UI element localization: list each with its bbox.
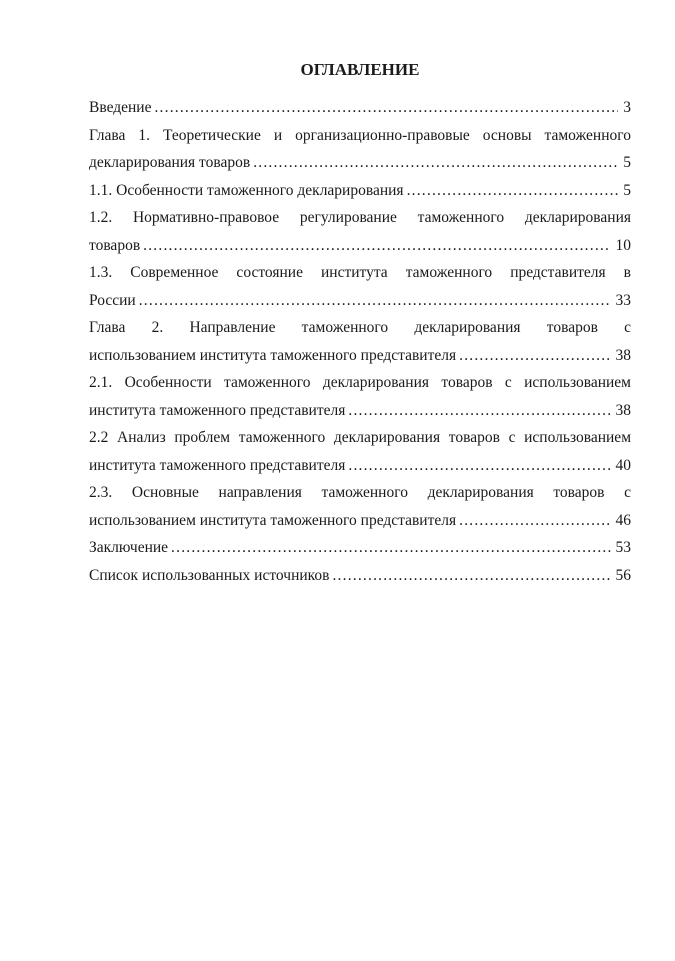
toc-entry-text: России [89, 291, 136, 309]
toc-entry[interactable] [89, 479, 631, 534]
toc-entry-line: Глава 1. Теоретические и организационно-правовые основы таможенного [89, 126, 631, 144]
toc-page-number: 3 [623, 99, 631, 116]
toc-entry[interactable] [89, 177, 631, 205]
toc-entry-text: 1.1. Особенности таможенного декларирования [89, 181, 404, 199]
toc-entry-lastline [89, 94, 631, 122]
dot-leader [407, 177, 619, 205]
toc-entry-text: института таможенного представителя [89, 456, 346, 474]
dot-leader [459, 507, 610, 535]
toc-entry-lastline [89, 149, 631, 177]
toc-entry-lastline [89, 507, 631, 535]
toc-entry-text: Заключение [89, 539, 169, 556]
dot-leader [171, 534, 610, 562]
toc-entry-text: Список использованных источников [89, 566, 330, 584]
toc-entry[interactable] [89, 122, 631, 177]
toc-entry-line: 2.3. Основные направления таможенного декларирования товаров с [89, 484, 631, 501]
toc-entry-lastline [89, 397, 631, 425]
toc-entry[interactable] [89, 204, 631, 259]
toc-entry-lastline [89, 287, 631, 315]
toc-page-number: 56 [615, 566, 631, 584]
toc-page-number: 40 [615, 456, 631, 474]
toc-entry-text: использованием института таможенного представителя [89, 511, 457, 529]
dot-leader [253, 149, 618, 177]
dot-leader [348, 397, 610, 425]
toc-entry-lastline [89, 342, 631, 370]
toc-entry[interactable] [89, 369, 631, 424]
toc-entry-lastline [89, 177, 631, 205]
toc-entry-lastline [89, 534, 631, 562]
toc-page-number: 10 [615, 236, 631, 254]
toc-entry-line: Глава 2. Направление таможенного декларирования товаров с [89, 319, 631, 336]
toc-entry[interactable] [89, 94, 631, 122]
dot-leader [154, 94, 618, 122]
toc-entry-line: 1.3. Современное состояние института таможенного представителя в [89, 264, 631, 281]
toc-page-number: 5 [623, 181, 631, 199]
toc-entry-line: 2.1. Особенности таможенного декларирования товаров с использованием [89, 374, 631, 391]
dot-leader [332, 562, 610, 590]
toc-entry-text: товаров [89, 236, 141, 254]
dot-leader [348, 452, 610, 480]
toc-entry-line: 2.2 Анализ проблем таможенного декларирования товаров с использованием [89, 429, 631, 446]
toc-entry[interactable] [89, 534, 631, 562]
toc-title: ОГЛАВЛЕНИЕ [300, 60, 420, 79]
toc-entry-lastline [89, 232, 631, 260]
dot-leader [459, 342, 610, 370]
dot-leader [139, 287, 611, 315]
toc-entry[interactable] [89, 562, 631, 590]
toc-page-number: 38 [615, 346, 631, 364]
toc-page-number: 5 [623, 154, 631, 171]
toc-page-number: 38 [615, 401, 631, 419]
toc-list [89, 94, 631, 589]
toc-entry[interactable] [89, 314, 631, 369]
toc-page-number: 46 [615, 511, 631, 529]
dot-leader [143, 232, 610, 260]
page-content [89, 60, 631, 589]
toc-entry-text: использованием института таможенного представителя [89, 346, 457, 364]
toc-entry-line: 1.2. Нормативно-правовое регулирование таможенного декларирования [89, 209, 631, 226]
toc-entry-lastline [89, 452, 631, 480]
toc-entry-text: института таможенного представителя [89, 401, 346, 419]
toc-entry-lastline [89, 562, 631, 590]
toc-entry-text: декларирования товаров [89, 154, 251, 171]
toc-entry[interactable] [89, 424, 631, 479]
toc-entry-text: Введение [89, 99, 152, 116]
toc-entry[interactable] [89, 259, 631, 314]
toc-page-number: 53 [615, 539, 631, 556]
toc-page-number: 33 [615, 291, 631, 309]
